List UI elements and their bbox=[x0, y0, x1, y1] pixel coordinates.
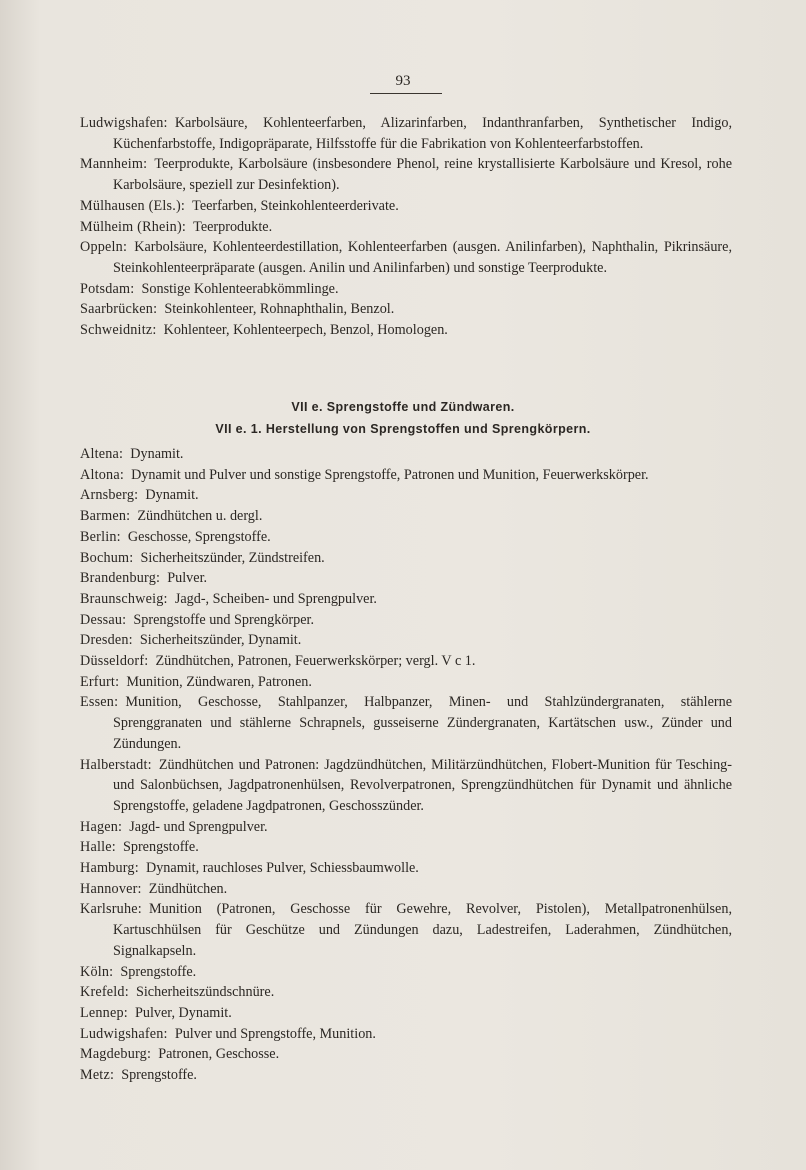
page-number: 93 bbox=[395, 73, 411, 89]
entry-text: Dynamit. bbox=[130, 446, 184, 462]
list-item bbox=[80, 465, 732, 486]
list-item bbox=[80, 154, 732, 195]
list-item bbox=[80, 299, 732, 320]
entry-city: Essen: bbox=[80, 694, 119, 711]
entry-text: Steinkohlenteer, Rohnaphthalin, Benzol. bbox=[164, 301, 395, 318]
entry-city: Halberstadt: bbox=[80, 756, 152, 773]
list-item bbox=[80, 962, 732, 983]
section-heading: VII e. Sprengstoffe und Zündwaren. bbox=[291, 400, 515, 414]
list-item bbox=[80, 837, 732, 858]
entry-city: Halle: bbox=[80, 839, 116, 856]
entry-city: Dessau: bbox=[80, 611, 127, 628]
list-item bbox=[80, 279, 732, 300]
list-item bbox=[80, 858, 732, 879]
list-item bbox=[80, 692, 732, 754]
entry-city: Potsdam: bbox=[80, 280, 135, 297]
entry-text: Kohlenteer, Kohlenteerpech, Benzol, Homologen. bbox=[163, 322, 448, 339]
entry-city: Mülhausen (Els.): bbox=[80, 197, 186, 214]
entry-text: Sprengstoffe. bbox=[120, 963, 197, 980]
entry-city: Mülheim (Rhein): bbox=[80, 218, 187, 235]
list-item bbox=[80, 237, 732, 278]
page-number-rule bbox=[370, 93, 442, 94]
entry-city: Hannover: bbox=[80, 880, 142, 897]
entry-text: Dynamit, rauchloses Pulver, Schiessbaumwolle. bbox=[145, 860, 419, 877]
entry-city: Düsseldorf: bbox=[80, 653, 149, 670]
list-item bbox=[80, 899, 732, 961]
entry-city: Magdeburg: bbox=[80, 1046, 152, 1063]
list-item bbox=[80, 217, 732, 238]
entry-text: Pulver, Dynamit. bbox=[134, 1004, 232, 1021]
entry-text: Sicherheitszünder, Dynamit. bbox=[139, 632, 302, 649]
entry-text: Teerprodukte. bbox=[193, 218, 273, 235]
entry-city: Erfurt: bbox=[80, 673, 120, 690]
entry-city: Hamburg: bbox=[80, 860, 139, 877]
entry-text: Karbolsäure, Kohlenteerfarben, Alizarinfarben, Indanthranfarben, Synthetischer Indigo, Küchenfarbstoffe, Indigopräparate, Hilfsstoffe für die Fabrikation von Kohlenteerfarbstoffen. bbox=[113, 115, 732, 152]
list-item bbox=[80, 1044, 732, 1065]
list-item bbox=[80, 672, 732, 693]
entry-text: Zündhütchen u. dergl. bbox=[137, 508, 263, 525]
list-item bbox=[80, 1065, 732, 1086]
entries-explosives bbox=[80, 444, 732, 1086]
entries-coal-tar bbox=[80, 113, 732, 341]
list-item bbox=[80, 485, 732, 506]
entry-text: Sonstige Kohlenteerabkömmlinge. bbox=[141, 280, 339, 297]
entry-text: Munition, Geschosse, Stahlpanzer, Halbpanzer, Minen- und Stahlzündergranaten, stählerne Sprenggranaten und stählerne Schrapnels, gusseiserne Zündergranaten, Kartätschen usw., Zünder und Zündungen. bbox=[113, 694, 732, 752]
list-item bbox=[80, 444, 732, 465]
entry-text: Sprengstoffe und Sprengkörper. bbox=[133, 611, 315, 628]
entry-city: Brandenburg: bbox=[80, 570, 161, 587]
entry-text: Munition, Zündwaren, Patronen. bbox=[126, 673, 312, 690]
entry-city: Saarbrücken: bbox=[80, 301, 158, 318]
entry-city: Köln: bbox=[80, 963, 114, 980]
entry-text: Sprengstoffe. bbox=[122, 839, 199, 856]
entry-city: Hagen: bbox=[80, 818, 123, 835]
entry-text: Munition (Patronen, Geschosse für Gewehre, Revolver, Pistolen), Metallpatronenhülsen, Kartuschhülsen für Geschütze und Zündungen dazu, Ladestreifen, Laderahmen, Zündhütchen, Signalkapseln. bbox=[113, 901, 732, 959]
entry-text: Teerprodukte, Karbolsäure (insbesondere Phenol, reine krystallisierte Karbolsäure und Kresol, rohe Karbolsäure, speziell zur Desinfektion). bbox=[113, 156, 732, 194]
list-item bbox=[80, 817, 732, 838]
entry-city: Metz: bbox=[80, 1067, 115, 1084]
list-item bbox=[80, 568, 732, 589]
entry-text: Pulver. bbox=[167, 570, 208, 587]
entry-text: Jagd-, Scheiben- und Sprengpulver. bbox=[174, 590, 377, 607]
entry-city: Barmen: bbox=[80, 508, 131, 525]
entry-text: Patronen, Geschosse. bbox=[158, 1046, 280, 1063]
entry-city: Mannheim: bbox=[80, 156, 148, 173]
entry-text: Karbolsäure, Kohlenteerdestillation, Kohlenteerfarben (ausgen. Anilinfarben), Naphthalin, Pikrinsäure, Steinkohlenteerpräparate (ausgen. Anilin und Anilinfarben) und sonstige Teerprodukte. bbox=[113, 239, 732, 276]
entry-text: Sicherheitszünder, Zündstreifen. bbox=[140, 549, 325, 566]
list-item bbox=[80, 589, 732, 610]
entry-text: Pulver und Sprengstoffe, Munition. bbox=[174, 1025, 376, 1042]
entry-text: Zündhütchen, Patronen, Feuerwerkskörper; vergl. V c 1. bbox=[155, 653, 476, 670]
list-item bbox=[80, 755, 732, 817]
entry-city: Bochum: bbox=[80, 549, 134, 566]
list-item bbox=[80, 196, 732, 217]
entry-city: Altona: bbox=[80, 466, 124, 483]
entry-text: Sprengstoffe. bbox=[121, 1067, 197, 1084]
entry-city: Braunschweig: bbox=[80, 590, 168, 607]
list-item bbox=[80, 630, 732, 651]
entry-city: Ludwigshafen: bbox=[80, 115, 168, 131]
entry-city: Dresden: bbox=[80, 632, 133, 649]
entry-text: Dynamit und Pulver und sonstige Sprengstoffe, Patronen und Munition, Feuerwerkskörper. bbox=[131, 466, 649, 483]
entry-city: Karlsruhe: bbox=[80, 901, 142, 918]
entry-text: Zündhütchen und Patronen: Jagdzündhütchen, Militärzündhütchen, Flobert-Munition für Tesching- und Salonbüchsen, Jagdpatronenhülsen, Revolverpatronen, Sprengzündhütchen für Dynamit und ähnliche Sprengstoffe, geladene Jagdpatronen, Geschosszünder. bbox=[113, 756, 732, 814]
list-item bbox=[80, 506, 732, 527]
list-item bbox=[80, 610, 732, 631]
entry-city: Schweidnitz: bbox=[80, 322, 157, 339]
entry-city: Arnsberg: bbox=[80, 487, 139, 504]
list-item bbox=[80, 879, 732, 900]
entry-city: Oppeln: bbox=[80, 239, 128, 256]
list-item bbox=[80, 548, 732, 569]
entry-text: Dynamit. bbox=[145, 487, 199, 504]
entry-city: Altena: bbox=[80, 446, 124, 462]
list-item bbox=[80, 320, 732, 341]
entry-city: Berlin: bbox=[80, 528, 121, 545]
list-item bbox=[80, 1003, 732, 1024]
entry-text: Sicherheitszündschnüre. bbox=[135, 984, 275, 1001]
entry-text: Teerfarben, Steinkohlenteerderivate. bbox=[192, 197, 399, 214]
subsection-heading: VII e. 1. Herstellung von Sprengstoffen und Sprengkörpern. bbox=[215, 422, 591, 436]
entry-city: Lennep: bbox=[80, 1004, 128, 1021]
list-item bbox=[80, 113, 732, 154]
entry-city: Krefeld: bbox=[80, 984, 129, 1001]
entry-text: Jagd- und Sprengpulver. bbox=[129, 818, 268, 835]
list-item bbox=[80, 1024, 732, 1045]
entry-text: Geschosse, Sprengstoffe. bbox=[127, 528, 271, 545]
entry-text: Zündhütchen. bbox=[148, 880, 228, 897]
list-item bbox=[80, 982, 732, 1003]
list-item bbox=[80, 527, 732, 548]
list-item bbox=[80, 651, 732, 672]
entry-city: Ludwigshafen: bbox=[80, 1025, 168, 1042]
